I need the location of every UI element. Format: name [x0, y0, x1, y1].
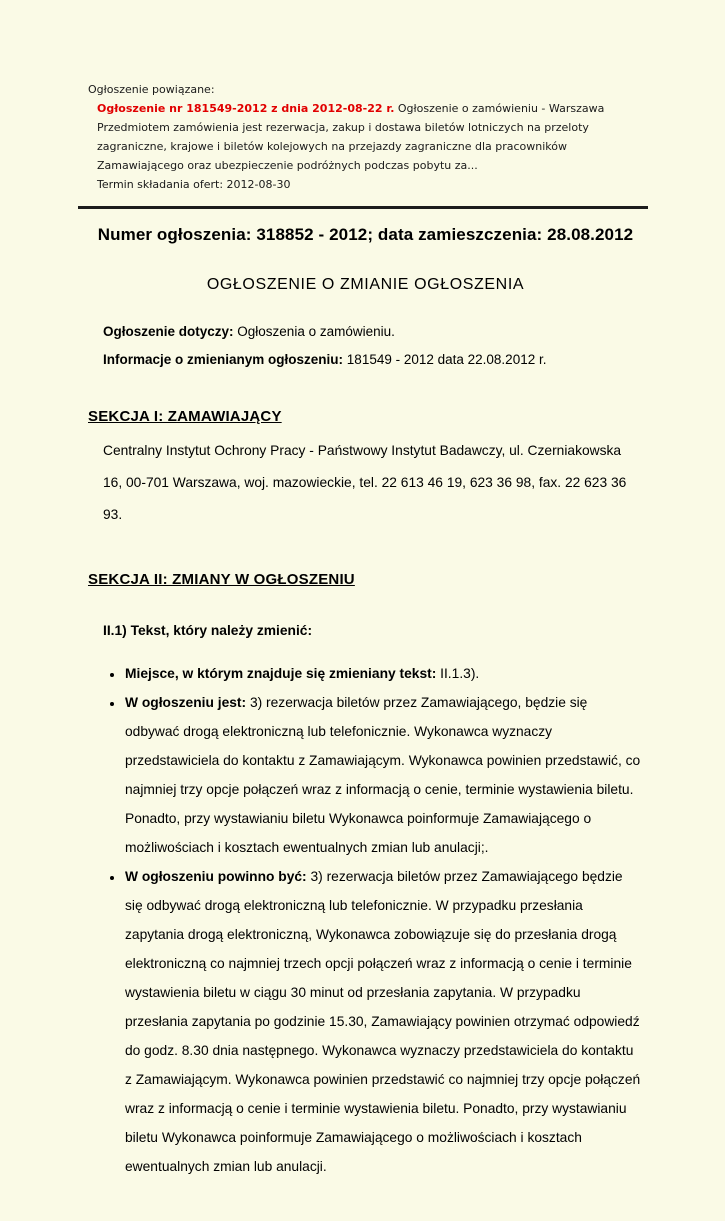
bullet-text: II.1.3).: [436, 666, 480, 681]
related-link-line: [97, 99, 640, 118]
meta-concerns: [88, 323, 643, 340]
horizontal-divider: [78, 206, 648, 209]
meta-concerns-value: Ogłoszenia o zamówieniu.: [233, 324, 395, 339]
bullet-text: 3) rezerwacja biletów przez Zamawiającego będzie się odbywać drogą elektroniczną lub telefonicznie. W przypadku przesłania zapytania drogą elektroniczną, Wykonawca zobowiązuje się do przesłania drogą elektroniczną co najmniej trzech opcji połączeń wraz z informacją o cenie i terminie wystawienia biletu w ciągu 30 minut od przesłania zapytania. W przypadku przesłania zapytania po godzinie 15.30, Zamawiający powinien otrzymać odpowiedź do godz. 8.30 dnia następnego. Wykonawca wyznaczy przedstawiciela do kontaktu z Zamawiającym. Wykonawca powinien przedstawić co najmniej trzy opcje połączeń wraz z informacją o cenie i terminie wystawienia biletu. Ponadto, przy wystawianiu biletu Wykonawca poinformuje Zamawiającego o możliwościach i kosztach ewentualnych zmian lub anulacji.: [125, 869, 641, 1174]
meta-changed-value: 181549 - 2012 data 22.08.2012 r.: [343, 352, 547, 367]
list-item-corrected-text: [124, 862, 643, 1181]
related-description: Przedmiotem zamówienia jest rezerwacja, zakup i dostawa biletów lotniczych na przeloty zagraniczne, krajowe i biletów kolejowych na przejazdy zagraniczne dla pracowników Zamawiającego oraz ubezpieczenie podróżnych podczas pobytu za...: [97, 121, 589, 172]
section-1-body: Centralny Instytut Ochrony Pracy - Państwowy Instytut Badawczy, ul. Czerniakowska 16, 00-701 Warszawa, woj. mazowieckie, tel. 22 613 46 19, 623 36 98, fax. 22 623 36 93.: [103, 443, 627, 522]
bullet-label: Miejsce, w którym znajduje się zmieniany tekst:: [125, 666, 437, 681]
related-label: Ogłoszenie powiązane:: [88, 83, 215, 96]
related-notice: [0, 0, 725, 194]
related-link-suffix: Ogłoszenie o zamówieniu - Warszawa: [394, 102, 605, 115]
announcement-number-heading: Numer ogłoszenia: 318852 - 2012; data zamieszczenia: 28.08.2012: [97, 225, 634, 244]
page-title: OGŁOSZENIE O ZMIANIE OGŁOSZENIA: [206, 276, 525, 293]
section-2-heading: SEKCJA II: ZMIANY W OGŁOSZENIU: [88, 571, 355, 588]
meta-changed: [88, 351, 643, 368]
announcement-body: [0, 225, 725, 1221]
section-2-subheading: II.1) Tekst, który należy zmienić:: [103, 623, 313, 638]
list-item-changed-place: [124, 659, 643, 688]
changes-list: [88, 659, 643, 1181]
bullet-label: W ogłoszeniu jest:: [125, 695, 247, 710]
meta-changed-label: Informacje o zmienianym ogłoszeniu:: [103, 352, 344, 367]
bullet-label: W ogłoszeniu powinno być:: [125, 869, 307, 884]
bullet-text: 3) rezerwacja biletów przez Zamawiającego, będzie się odbywać drogą elektroniczną lub telefonicznie. Wykonawca wyznaczy przedstawiciela do kontaktu z Zamawiającym. Wykonawca powinien przedstawić, co najmniej trzy opcje połączeń wraz z informacją o cenie, terminie wystawienia biletu. Ponadto, przy wystawianiu biletu Wykonawca poinformuje Zamawiającego o możliwościach i kosztach ewentualnych zmian lub anulacji;.: [125, 695, 641, 855]
related-deadline: Termin składania ofert: 2012-08-30: [97, 178, 291, 191]
section-1-heading: SEKCJA I: ZAMAWIAJĄCY: [88, 408, 282, 425]
related-details: [88, 99, 640, 194]
meta-concerns-label: Ogłoszenie dotyczy:: [103, 324, 234, 339]
list-item-current-text: [124, 688, 643, 862]
related-announcement-link[interactable]: Ogłoszenie nr 181549-2012 z dnia 2012-08-22 r.: [97, 102, 395, 115]
